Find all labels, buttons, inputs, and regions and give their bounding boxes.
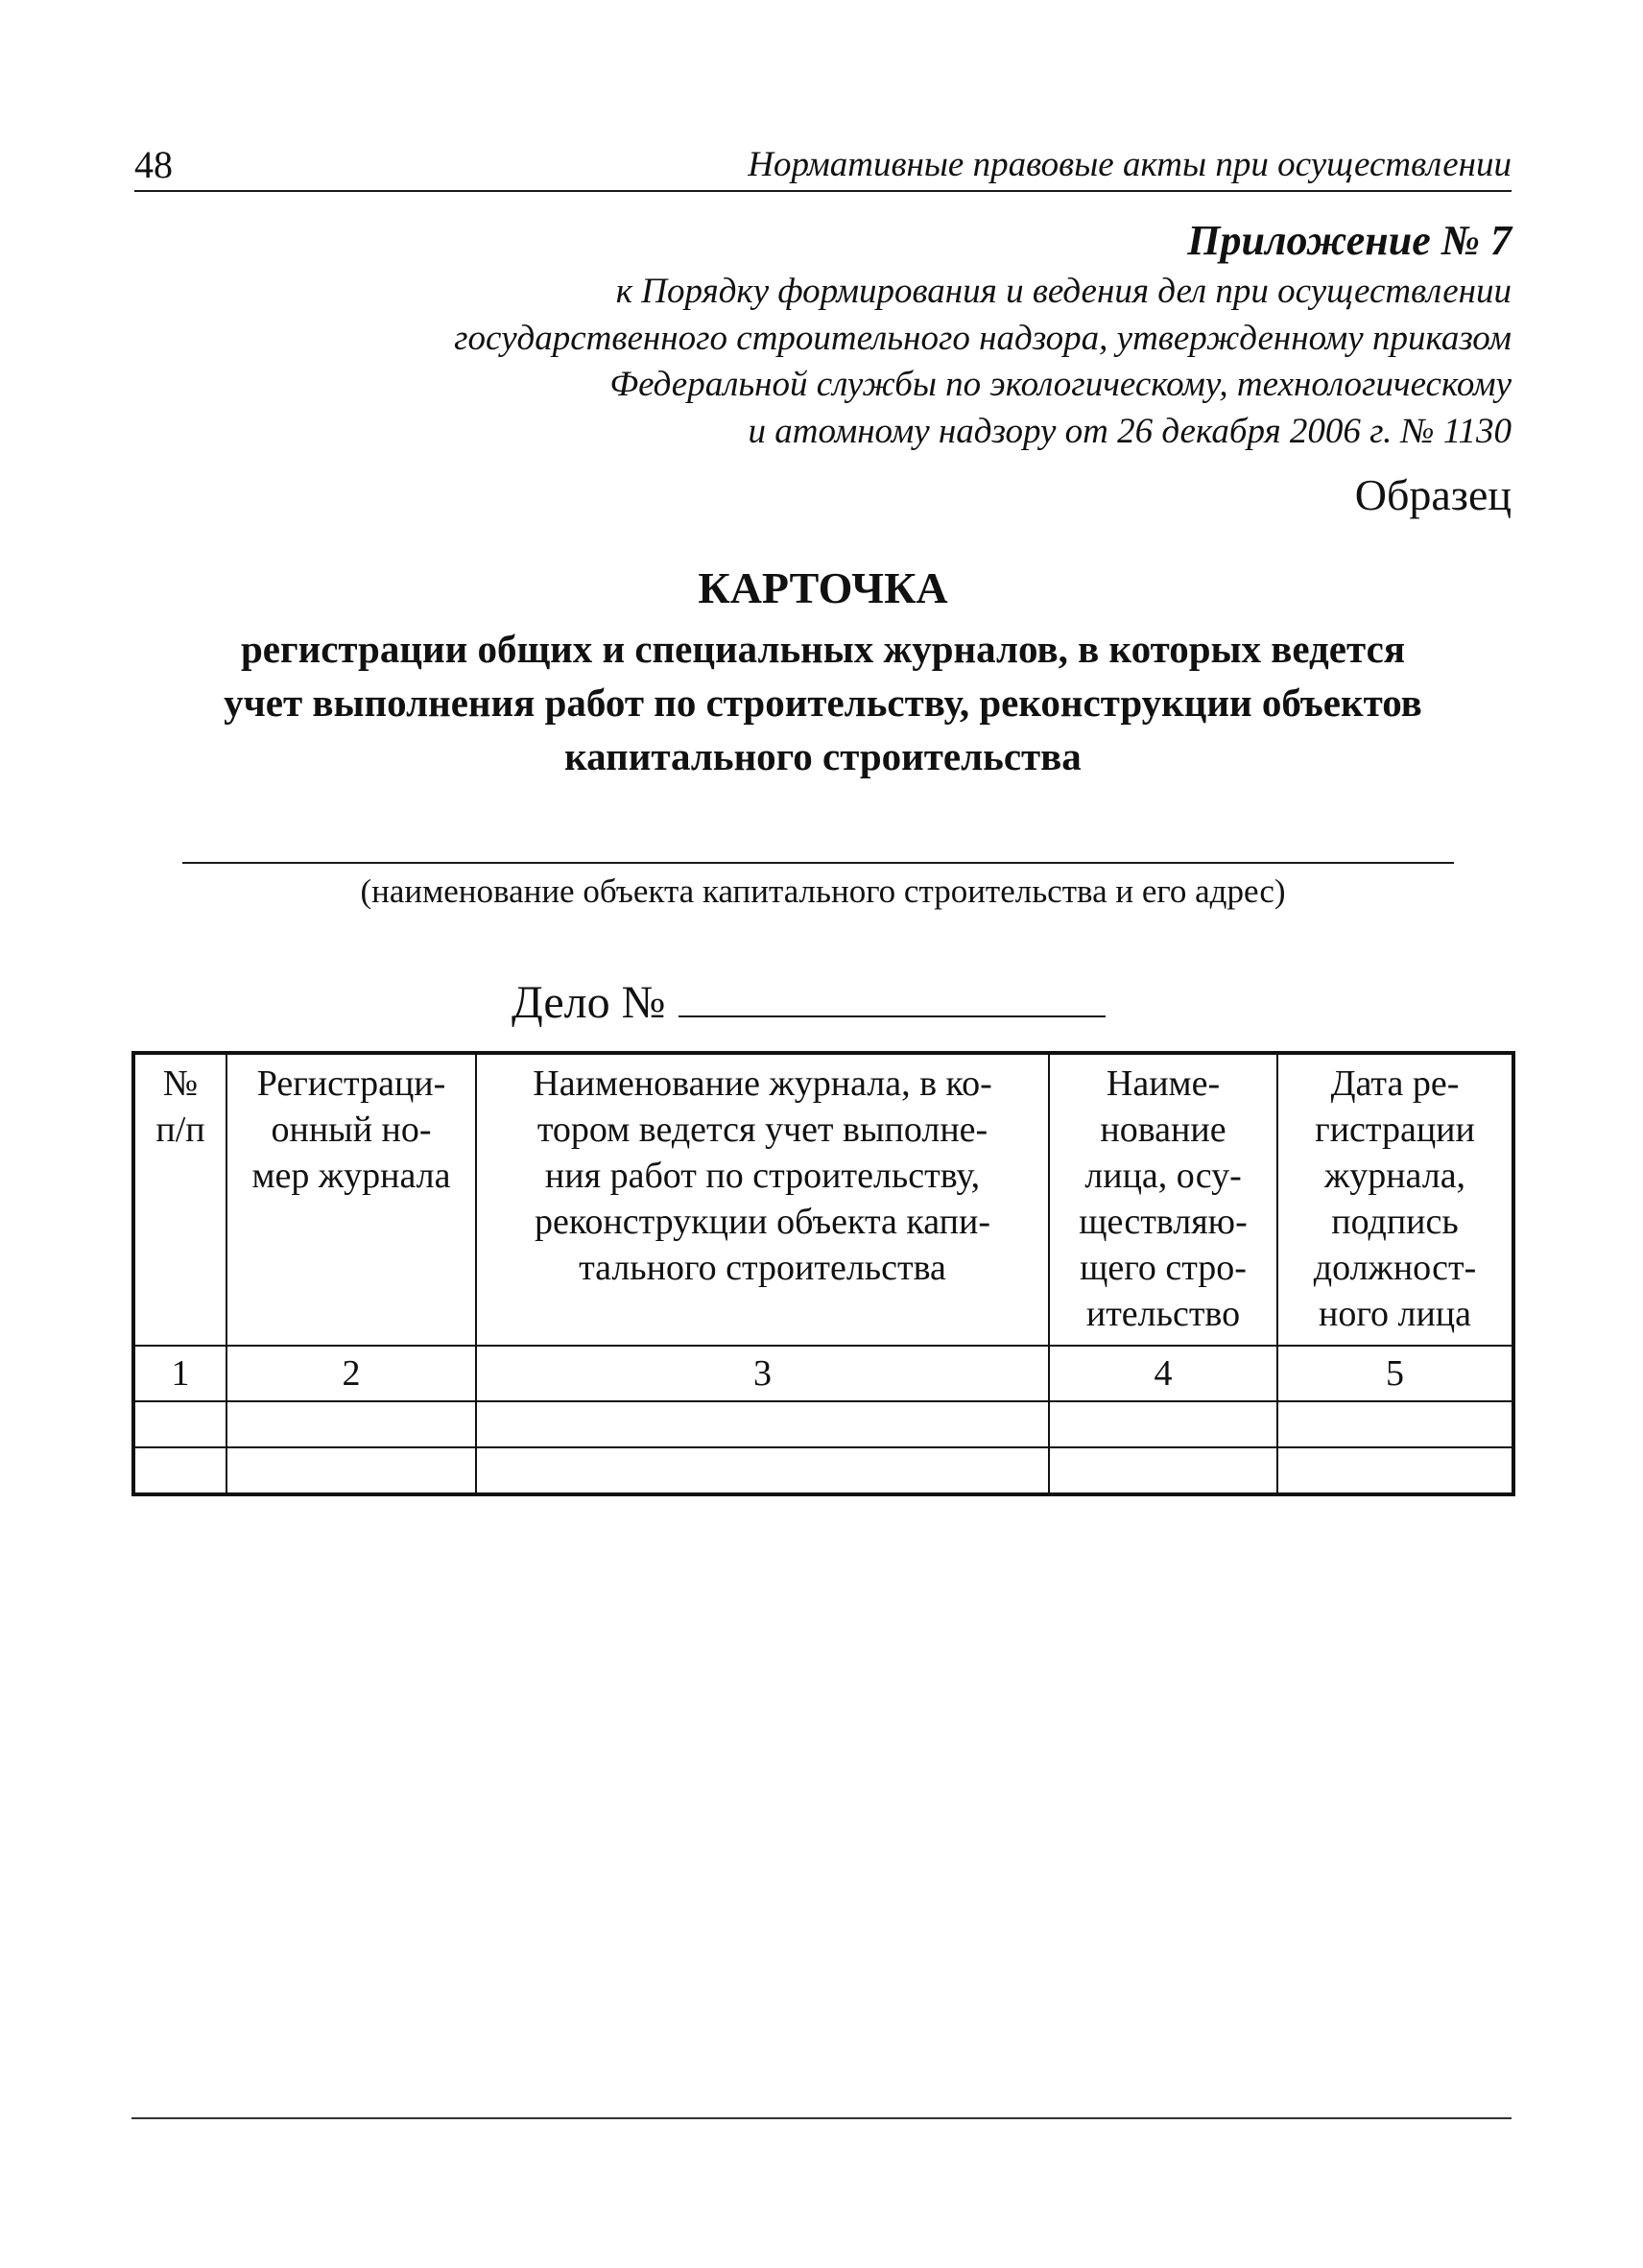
table-cell[interactable] <box>226 1447 476 1494</box>
appendix-line: государственного строительного надзора, утвержденному приказом <box>454 318 1512 358</box>
card-subtitle-line: учет выполнения работ по строительству, реконструкции объектов <box>224 680 1422 725</box>
journal-registration-table <box>131 1051 1515 1496</box>
header-registration-date: Дата ре- гистрации журнала, подпись должност- ного лица <box>1277 1053 1513 1346</box>
card-subtitle-line: капитального строительства <box>564 734 1082 778</box>
case-number-blank[interactable] <box>679 969 1106 1017</box>
header-journal-name: Наименование журнала, в ко- тором ведется учет выполне- ния работ по строительству, реконструкции объекта капи- тального строительства <box>476 1053 1049 1346</box>
case-number-label: Дело № <box>512 977 666 1028</box>
column-number: 1 <box>133 1346 226 1401</box>
running-header-title: Нормативные правовые акты при осуществлении <box>748 145 1512 184</box>
appendix-line: и атомному надзору от 26 декабря 2006 г. № 1130 <box>748 411 1512 451</box>
appendix-block <box>264 213 1512 455</box>
table-row <box>133 1401 1513 1447</box>
footer-divider <box>131 2117 1512 2119</box>
card-subtitle-line: регистрации общих и специальных журналов, в которых ведется <box>240 627 1406 671</box>
running-header <box>134 142 1512 192</box>
appendix-line: к Порядку формирования и ведения дел при осуществлении <box>615 272 1512 311</box>
object-name-blank-line[interactable] <box>182 862 1454 864</box>
column-number: 2 <box>226 1346 476 1401</box>
table-row <box>133 1447 1513 1494</box>
appendix-title: Приложение № 7 <box>1187 217 1512 264</box>
column-number-row <box>133 1346 1513 1401</box>
column-number: 3 <box>476 1346 1049 1401</box>
page-number: 48 <box>134 143 173 186</box>
header-builder-name: Наиме- нование лица, осу- ществляю- щего стро- ительство <box>1049 1053 1277 1346</box>
header-registration-number: Регистраци- онный но- мер журнала <box>226 1053 476 1346</box>
card-subtitle <box>134 622 1512 783</box>
table-cell[interactable] <box>476 1401 1049 1447</box>
table-cell[interactable] <box>1049 1401 1277 1447</box>
column-number: 5 <box>1277 1346 1513 1401</box>
sample-label: Образец <box>1354 470 1512 519</box>
appendix-line: Федеральной службы по экологическому, технологическому <box>609 365 1512 404</box>
table-cell[interactable] <box>476 1447 1049 1494</box>
card-title: КАРТОЧКА <box>698 563 948 612</box>
header-number: № п/п <box>133 1053 226 1346</box>
column-number: 4 <box>1049 1346 1277 1401</box>
case-number <box>512 969 1106 1032</box>
table-cell[interactable] <box>226 1401 476 1447</box>
table-cell[interactable] <box>1277 1401 1513 1447</box>
table-cell[interactable] <box>133 1447 226 1494</box>
object-name-caption: (наименование объекта капитального строительства и его адрес) <box>360 872 1286 910</box>
table-cell[interactable] <box>1049 1447 1277 1494</box>
table-cell[interactable] <box>1277 1447 1513 1494</box>
table-cell[interactable] <box>133 1401 226 1447</box>
table-header-row <box>133 1053 1513 1346</box>
